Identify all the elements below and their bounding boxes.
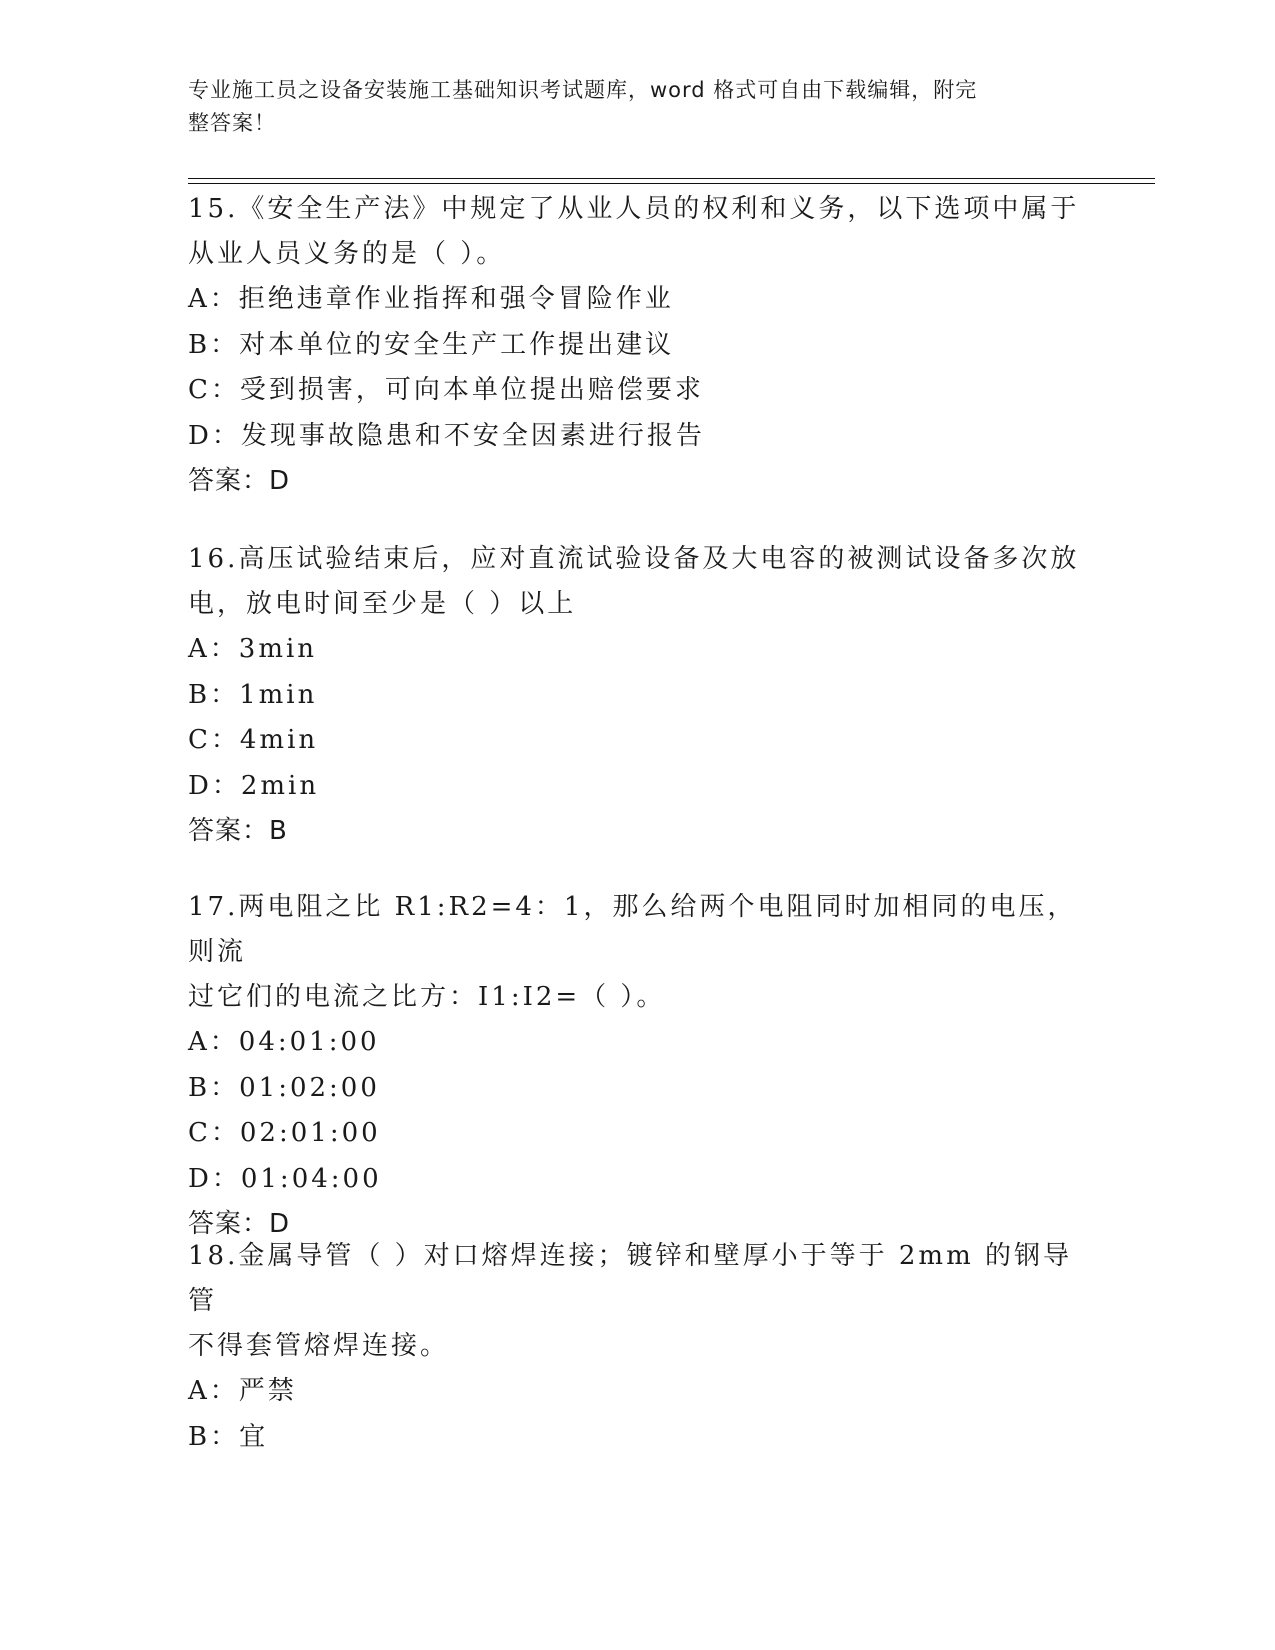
option-d: D：发现事故隐患和不安全因素进行报告 (188, 420, 705, 451)
option-a: A：严禁 (188, 1376, 297, 1406)
option-a: A：04:01:00 (188, 1027, 380, 1057)
header-line-1: 专业施工员之设备安装施工基础知识考试题库，word 格式可自由下载编辑，附完 (188, 78, 978, 102)
option-b: B：宜 (188, 1421, 269, 1452)
header-line-2: 整答案！ (188, 111, 276, 135)
document-header (188, 74, 1068, 140)
option-a: A：3min (188, 634, 318, 664)
option-c: C：受到损害，可向本单位提出赔偿要求 (188, 375, 704, 405)
option-c: C：02:01:00 (188, 1118, 381, 1148)
question-text-line-1: 16.高压试验结束后，应对直流试验设备及大电容的被测试设备多次放 (188, 544, 1080, 574)
answer: 答案：D (188, 1209, 291, 1239)
question-17 (188, 885, 1088, 1247)
answer: 答案：B (188, 816, 288, 846)
question-text-line-1: 18.金属导管（ ）对口熔焊连接；镀锌和壁厚小于等于 2mm 的钢导管 (188, 1241, 1072, 1316)
option-c: C：4min (188, 725, 319, 755)
question-text-line-1: 15.《安全生产法》中规定了从业人员的权利和义务，以下选项中属于 (188, 194, 1080, 224)
option-d: D：01:04:00 (188, 1163, 382, 1194)
option-b: B：1min (188, 679, 318, 710)
question-text-line-2: 不得套管熔焊连接。 (188, 1331, 450, 1361)
option-b: B：对本单位的安全生产工作提出建议 (188, 329, 675, 360)
header-divider-top (188, 178, 1155, 179)
header-divider-bottom (188, 183, 1155, 184)
question-text-line-1: 17.两电阻之比 R1:R2=4：1，那么给两个电阻同时加相同的电压，则流 (188, 892, 1077, 967)
option-a: A：拒绝违章作业指挥和强令冒险作业 (188, 284, 674, 314)
question-16 (188, 537, 1088, 854)
answer: 答案：D (188, 466, 291, 496)
option-d: D：2min (188, 770, 320, 801)
question-15 (188, 187, 1088, 504)
option-b: B：01:02:00 (188, 1072, 380, 1103)
question-text-line-2: 电，放电时间至少是（ ）以上 (188, 589, 577, 619)
question-text-line-2: 过它们的电流之比方：I1:I2=（ ）。 (188, 982, 666, 1012)
question-text-line-2: 从业人员义务的是（ ）。 (188, 239, 506, 269)
question-18 (188, 1234, 1088, 1460)
